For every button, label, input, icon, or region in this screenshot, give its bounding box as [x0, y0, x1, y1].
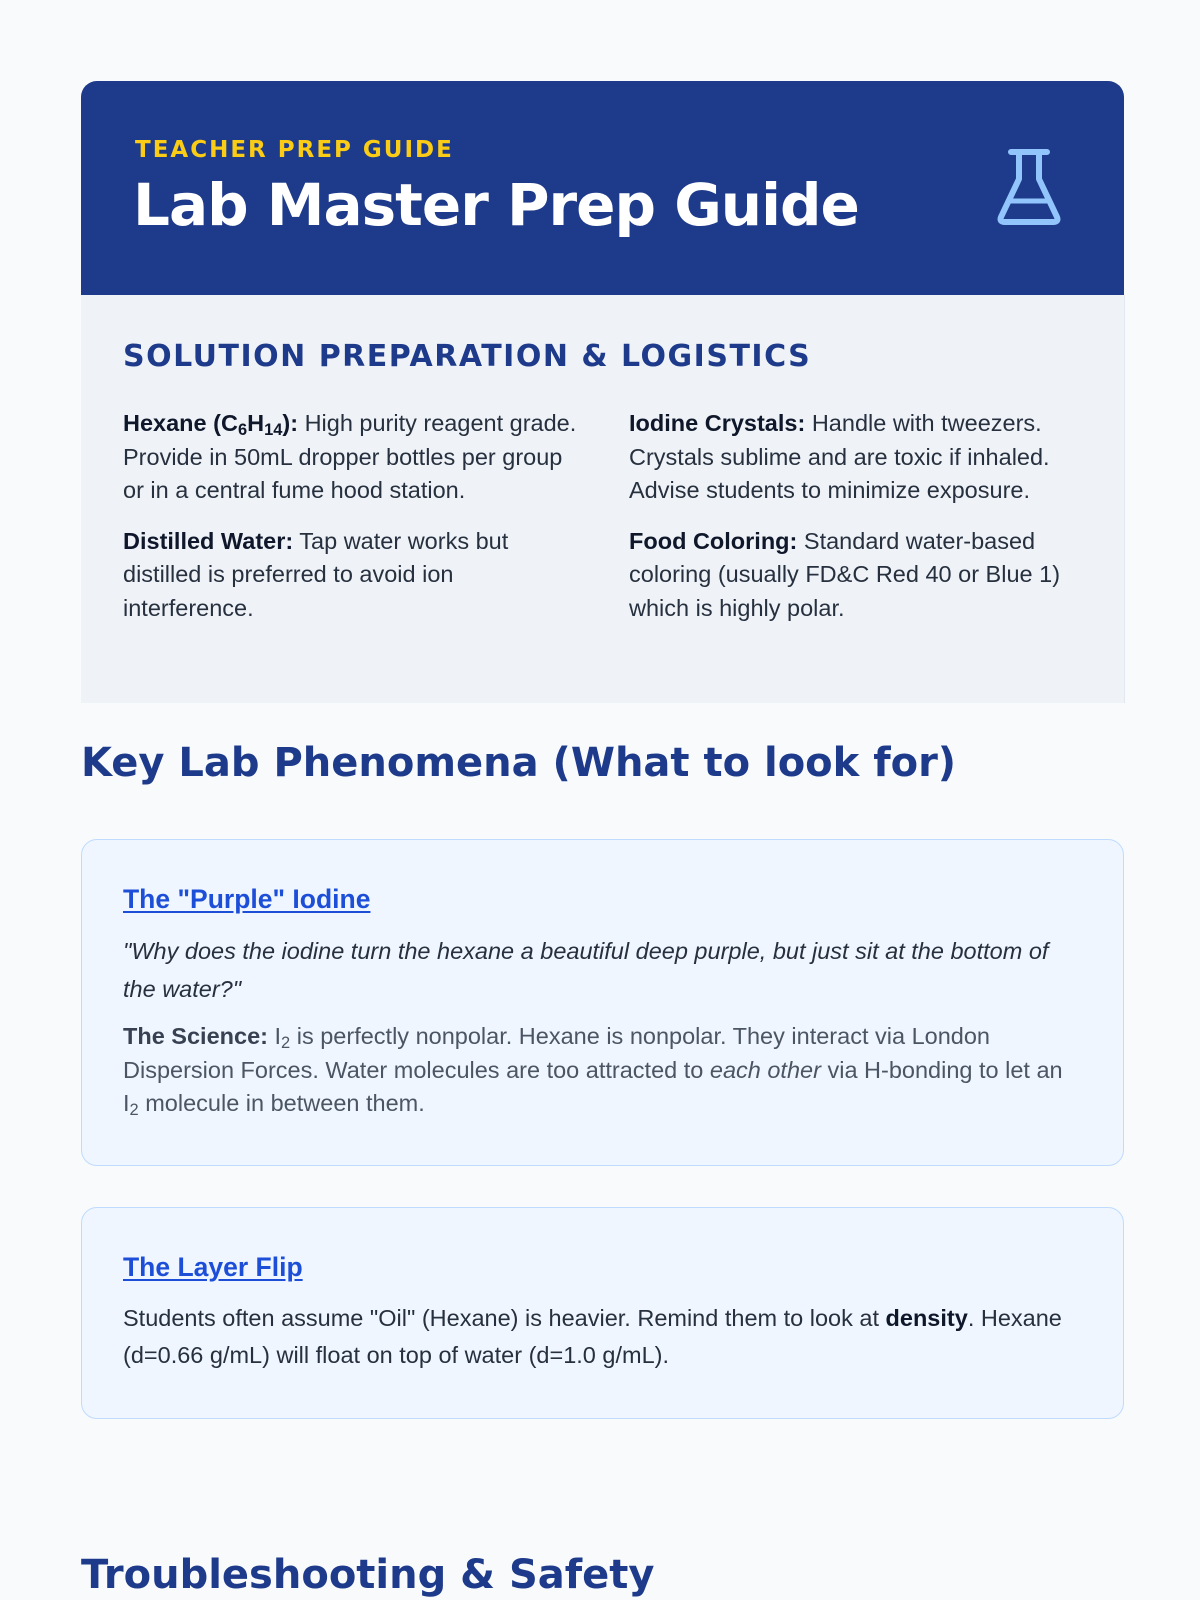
layer-flip-title[interactable]: The Layer Flip	[123, 1252, 303, 1282]
purple-iodine-title[interactable]: The "Purple" Iodine	[123, 884, 371, 914]
header-eyebrow: TEACHER PREP GUIDE	[135, 137, 454, 163]
layer-flip-text: Students often assume "Oil" (Hexane) is heavier. Remind them to look at density. Hexane (d=0.66 g/mL) will float on top of water (d=1.0 g/mL).	[123, 1305, 1062, 1368]
hexane-text: High purity reagent grade. Provide in 50mL dropper bottles per group or in a central fume hood station.	[123, 410, 577, 503]
prep-heading: SOLUTION PREPARATION & LOGISTICS	[123, 339, 812, 374]
water-label: Distilled Water:	[123, 527, 294, 554]
prep-item-hexane	[123, 407, 577, 508]
prep-column-right	[629, 407, 1089, 642]
flask-icon	[997, 149, 1061, 225]
prep-item-iodine	[629, 407, 1089, 508]
hexane-label: Hexane $(C_6H_{14})$:	[123, 410, 299, 440]
purple-iodine-quote: "Why does the iodine turn the hexane a beautiful deep purple, but just sit at the bottom of the water?"	[123, 938, 1049, 1002]
iodine-label: Iodine Crystals:	[629, 410, 806, 436]
troubleshooting-heading: Troubleshooting & Safety	[81, 1552, 655, 1598]
page-header	[81, 81, 1124, 295]
prep-column-left	[123, 407, 577, 642]
iodine-text: Handle with tweezers. Crystals sublime and are toxic if inhaled. Advise students to minimize exposure.	[629, 410, 1050, 503]
water-text: Tap water works but distilled is preferred to avoid ion interference.	[123, 527, 509, 621]
coloring-text: Standard water-based coloring (usually FD&C Red 40 or Blue 1) which is highly polar.	[629, 527, 1061, 621]
purple-iodine-science: The Science: $I_2$ is perfectly nonpolar. Hexane is nonpolar. They interact via London Dispersion Forces. Water molecules are too attracted to each other via H-bonding to let an $I_2$ molecule in between them.	[123, 1023, 1063, 1120]
prep-item-coloring	[629, 525, 1089, 626]
phenomenon-card-layer-flip	[81, 1207, 1124, 1419]
page-title: Lab Master Prep Guide	[133, 171, 859, 239]
coloring-label: Food Coloring:	[629, 527, 798, 554]
phenomenon-card-purple-iodine	[81, 839, 1124, 1166]
prep-section	[81, 295, 1125, 703]
phenomena-heading: Key Lab Phenomena (What to look for)	[81, 740, 957, 786]
prep-item-water	[123, 525, 577, 626]
